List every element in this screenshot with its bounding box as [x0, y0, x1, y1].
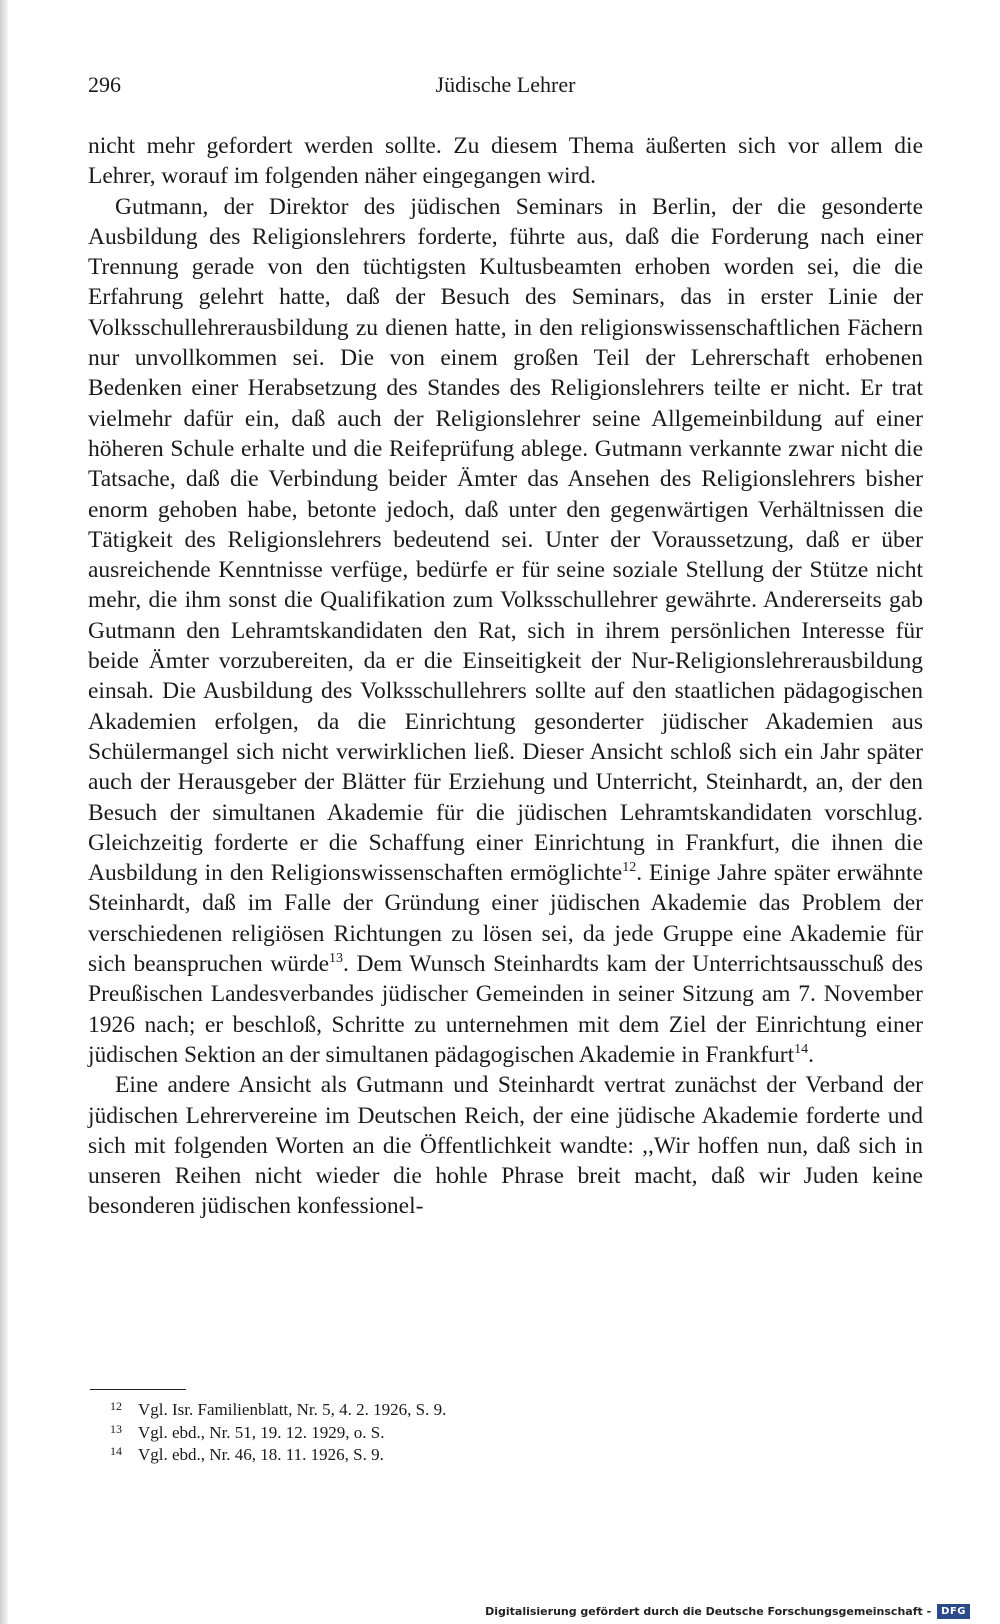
footnote-ref: 12	[622, 860, 637, 876]
footnote-text: Vgl. Isr. Familienblatt, Nr. 5, 4. 2. 1926, S. 9.	[138, 1400, 447, 1419]
footnote	[110, 1444, 710, 1467]
footnote	[110, 1399, 710, 1422]
banner-text: Digitalisierung gefördert durch die Deutsche Forschungsgemeinschaft -	[485, 1604, 932, 1618]
footnote-text: Vgl. ebd., Nr. 51, 19. 12. 1929, o. S.	[138, 1422, 385, 1442]
footnote-text: Vgl. ebd., Nr. 46, 18. 11. 1926, S. 9.	[138, 1445, 384, 1464]
dfg-logo: DFG	[937, 1604, 970, 1619]
body-text	[88, 131, 923, 1222]
paragraph-verband: Eine andere Ansicht als Gutmann und Steinhardt vertrat zunächst der Verband der jüdischen Lehrervereine im Deutschen Reich, der eine jüdische Akademie forderte und sich mit folgenden Worten an die Öffentlichkeit wandte: ,,Wir hoffen nun, daß sich in unseren Reihen nicht wieder die hohle Phrase breit macht, daß wir Juden keine besonderen jüdischen konfessionel-	[88, 1072, 923, 1220]
footnote-divider	[90, 1389, 186, 1390]
footnote-number: 12	[110, 1399, 122, 1413]
footnotes	[110, 1399, 710, 1467]
footnote-ref: 14	[794, 1041, 809, 1057]
paragraph-continued: nicht mehr gefordert werden sollte. Zu diesem Thema äußerten sich vor allem die Lehrer, worauf im folgenden näher eingegangen wird.	[88, 133, 923, 190]
running-head	[88, 72, 923, 106]
footnote-number: 14	[110, 1444, 122, 1458]
page-number: 296	[88, 72, 121, 97]
footnote-number: 13	[110, 1421, 122, 1436]
digitization-banner	[485, 1600, 970, 1622]
footnote	[110, 1422, 710, 1445]
running-title: Jüdische Lehrer	[435, 72, 576, 97]
page-edge-shadow	[0, 0, 8, 1624]
paragraph-gutmann: Gutmann, der Direktor des jüdischen Seminars in Berlin, der die gesonderte Ausbildung des Religionslehrers forderte, führte aus, daß die Forderung nach einer Trennung gerade von den tüchtigsten Kultusbeamten erhoben worden sei, die die Erfahrung gelehrt hatte, daß der Besuch des Seminars, das in erster Linie der Volksschullehrerausbildung zu dienen hatte, in den religionswissenschaftlichen Fächern nur unvollkommen sei. Die von einem großen Teil der Lehrerschaft erhobenen Bedenken einer Herabsetzung des Standes des Religionslehrers teilte er nicht. Er trat vielmehr dafür ein, daß auch der Religionslehrer seine Allgemeinbildung auf einer höheren Schule erhalte und die Reifeprüfung ablege. Gutmann verkannte zwar nicht die Tatsache, daß die Verbindung beider Ämter das Ansehen des Religionslehrers bisher enorm gehoben habe, betonte jedoch, daß unter den gegenwärtigen Verhältnissen die Tätigkeit des Religionslehrers bedeutend sei. Unter der Voraussetzung, daß er über ausreichende Kenntnisse verfüge, bedürfe er für seine soziale Stellung der Stütze nicht mehr, die ihm sonst die Qualifikation zum Volksschullehrer gewährte. Andererseits gab Gutmann den Lehramtskandidaten den Rat, sich in ihrem persönlichen Interesse für beide Ämter vorzubereiten, da er die Einseitigkeit der Nur-Religionslehrerausbildung einsah. Die Ausbildung des Volksschullehrers sollte auf den staatlichen pädagogischen Akademien erfolgen, da die Einrichtung gesonderter jüdischer Akademien aus Schülermangel sich nicht verwirklichen ließ. Dieser Ansicht schloß sich ein Jahr später auch der Herausgeber der Blätter für Erziehung und Unterricht, Steinhardt, an, der den Besuch der simultanen Akademie für die jüdischen Lehramtskandidaten vorschlug. Gleichzeitig forderte er die Schaffung einer Einrichtung in Frankfurt, die ihnen die Ausbildung in den Religionswissenschaften ermöglichte$^{12}$. Einige Jahre später erwähnte Steinhardt, daß im Falle der Gründung einer jüdischen Akademie das Problem der verschiedenen religiösen Richtungen zu lösen sei, da jede Gruppe eine Akademie für sich beanspruchen würde$^{13}$. Dem Wunsch Steinhardts kam der Unterrichtsausschuß des Preußischen Landesverbandes jüdischer Gemeinden in seiner Sitzung am 7. November 1926 nach; er beschloß, Schritte zu unternehmen mit dem Ziel der Einrichtung einer jüdischen Sektion an der simultanen pädagogischen Akademie in Frankfurt$^{14}$.	[88, 193, 923, 1068]
footnote-ref: 13	[329, 951, 344, 967]
